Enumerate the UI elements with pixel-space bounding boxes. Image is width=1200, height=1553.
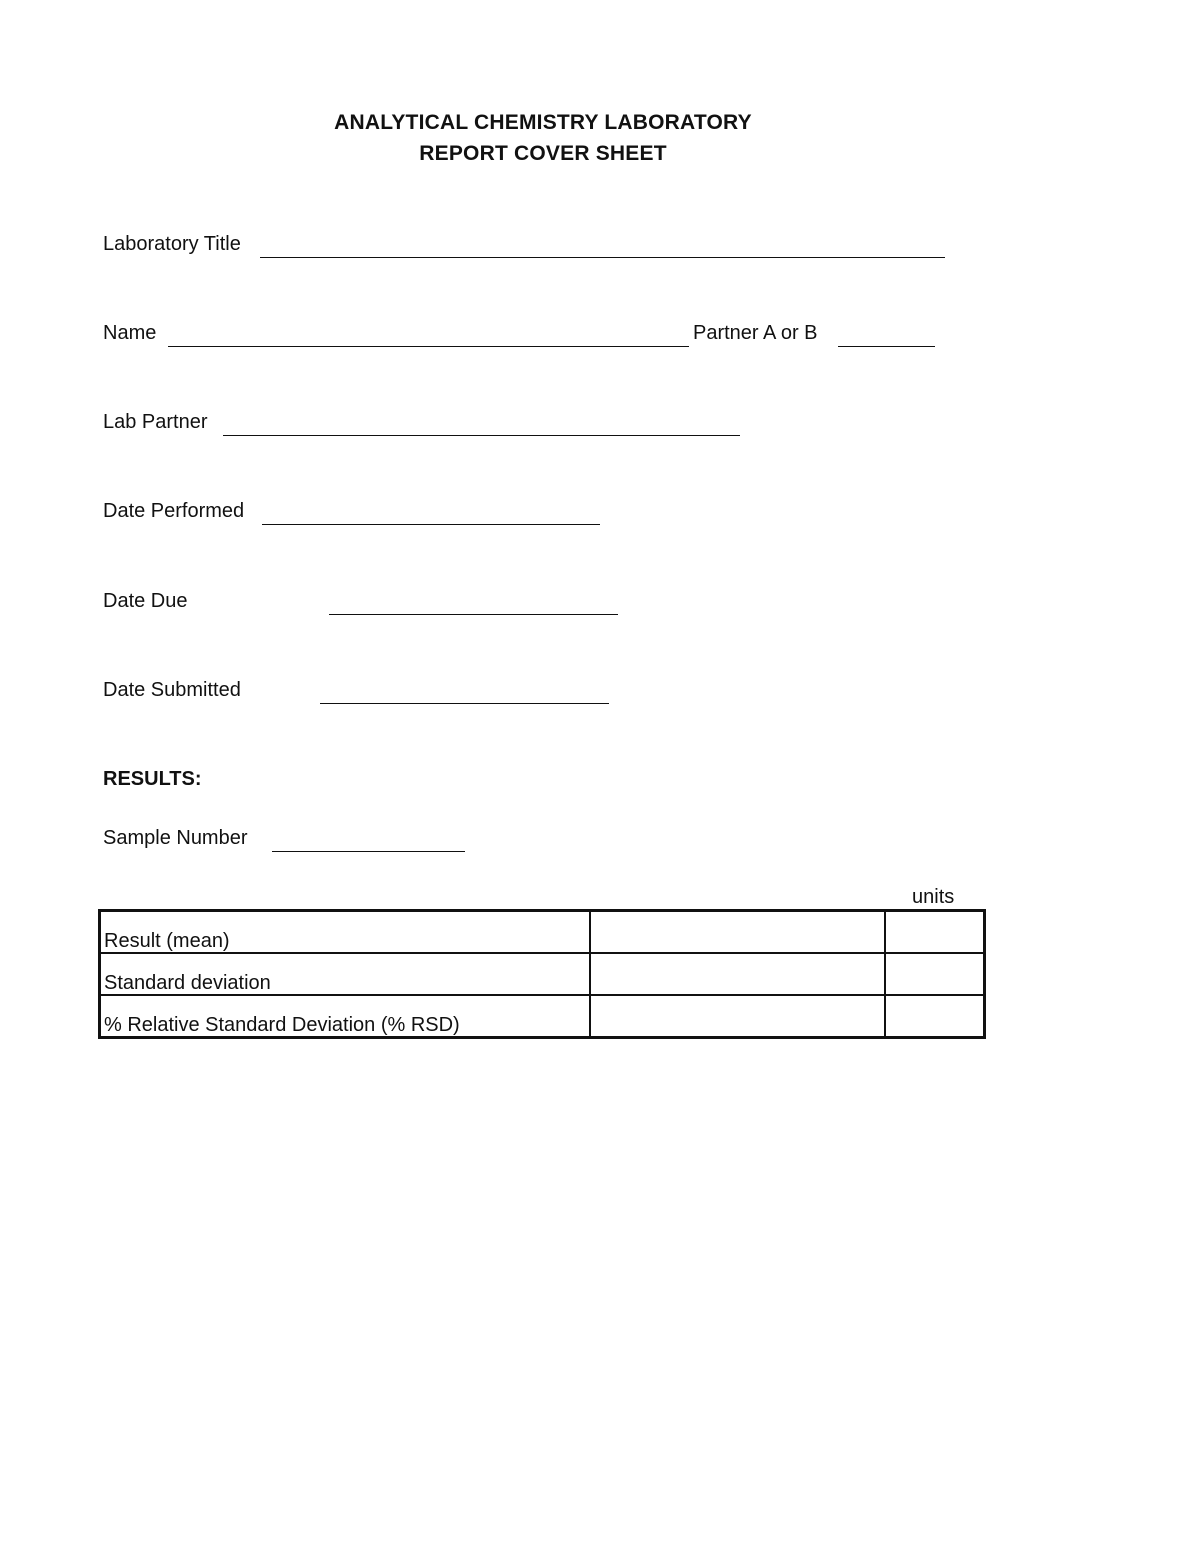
page-title-line-1: ANALYTICAL CHEMISTRY LABORATORY: [334, 111, 752, 134]
date-due-input[interactable]: [329, 589, 618, 615]
table-row: [100, 953, 985, 995]
partner-ab-input[interactable]: [838, 321, 935, 347]
result-mean-value-input[interactable]: [594, 912, 881, 952]
page-title-line-2: REPORT COVER SHEET: [419, 142, 667, 165]
sample-number-label: Sample Number: [103, 827, 248, 849]
name-input[interactable]: [168, 321, 689, 347]
units-column-header: units: [912, 886, 955, 908]
row-label-standard-deviation: Standard deviation: [100, 953, 590, 995]
standard-deviation-value-input[interactable]: [594, 954, 881, 994]
table-row: [100, 995, 985, 1038]
standard-deviation-units-cell: [885, 953, 985, 995]
result-mean-units-input[interactable]: [889, 912, 980, 952]
rsd-value-input[interactable]: [594, 996, 881, 1036]
results-heading: RESULTS:: [103, 768, 202, 790]
sample-number-input[interactable]: [272, 826, 465, 852]
laboratory-title-input[interactable]: [260, 232, 945, 258]
date-performed-input[interactable]: [262, 499, 600, 525]
partner-ab-label: Partner A or B: [693, 322, 818, 344]
result-mean-value-cell: [590, 911, 885, 954]
date-submitted-input[interactable]: [320, 678, 609, 704]
date-performed-label: Date Performed: [103, 500, 245, 522]
date-due-label: Date Due: [103, 590, 188, 612]
standard-deviation-value-cell: [590, 953, 885, 995]
results-table: [98, 909, 986, 1039]
laboratory-title-label: Laboratory Title: [103, 233, 241, 255]
date-submitted-label: Date Submitted: [103, 679, 241, 701]
row-label-rsd: % Relative Standard Deviation (% RSD): [100, 995, 590, 1038]
lab-partner-label: Lab Partner: [103, 411, 208, 433]
rsd-units-cell: [885, 995, 985, 1038]
table-row: [100, 911, 985, 954]
lab-partner-input[interactable]: [223, 410, 740, 436]
row-label-result-mean: Result (mean): [100, 911, 590, 954]
result-mean-units-cell: [885, 911, 985, 954]
standard-deviation-units-input[interactable]: [889, 954, 980, 994]
rsd-value-cell: [590, 995, 885, 1038]
name-label: Name: [103, 322, 157, 344]
rsd-units-input[interactable]: [889, 996, 980, 1036]
